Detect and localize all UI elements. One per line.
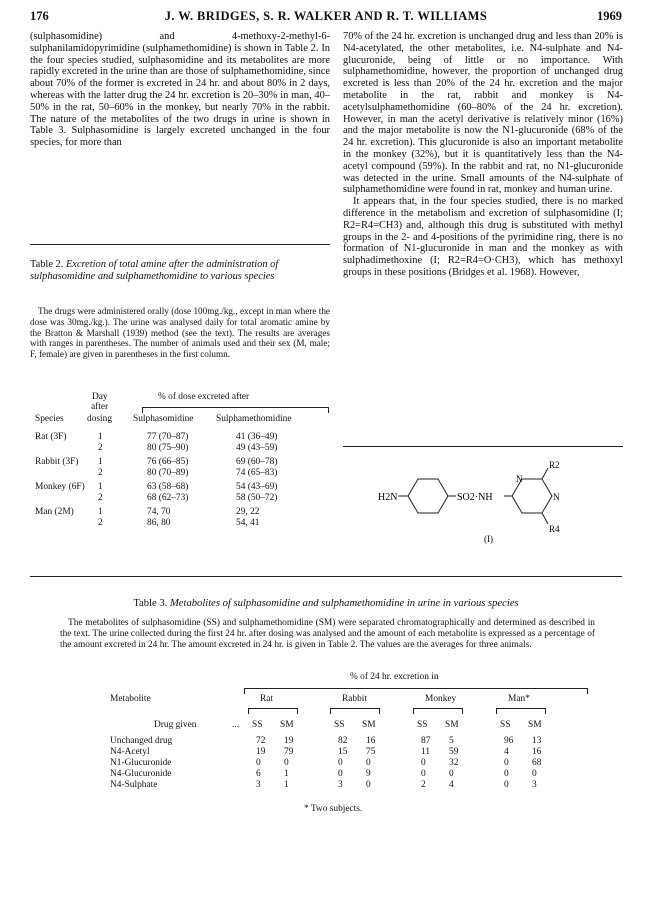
- table3-cell-value: 0: [256, 758, 261, 768]
- pyrimidine-ring: [512, 479, 552, 513]
- table3-cell-value: 4: [449, 780, 454, 790]
- divider: [30, 244, 330, 245]
- table2-head-after: after: [91, 402, 109, 412]
- table3-species-label: Rabbit: [342, 694, 367, 704]
- table3-cell-value: 4: [504, 747, 509, 757]
- table2-cell-sulphamethomidine: 54 (43–69): [236, 482, 278, 492]
- table2-cell-day: 2: [98, 443, 103, 453]
- table3-cell-value: 6: [256, 769, 261, 779]
- table3-subhead: SM: [445, 720, 459, 730]
- table3-cell-value: 0: [504, 758, 509, 768]
- table2-cell-sulphasomidine: 68 (62–73): [147, 493, 189, 503]
- table3-species-brace: [330, 708, 380, 714]
- table3-subhead: SS: [417, 720, 428, 730]
- table2-cell-day: 1: [98, 482, 103, 492]
- table2-cell-species: Man (2M): [35, 507, 74, 517]
- table2-head-dosing: dosing: [87, 414, 113, 424]
- table3-cell-value: 0: [532, 769, 537, 779]
- table2-cell-sulphasomidine: 77 (70–87): [147, 432, 189, 442]
- left-column: [30, 31, 330, 149]
- table3-species-brace: [248, 708, 298, 714]
- table2-head-day: Day: [92, 392, 108, 402]
- table2-cell-sulphasomidine: 63 (58–68): [147, 482, 189, 492]
- table3-footnote: * Two subjects.: [304, 804, 363, 814]
- table3-cell-value: 32: [449, 758, 459, 768]
- table2-cell-sulphamethomidine: 29, 22: [236, 507, 260, 517]
- table3-species-label: Man*: [508, 694, 530, 704]
- page-number: 176: [30, 9, 49, 23]
- table3-cell-value: 72: [256, 736, 266, 746]
- table2-cell-sulphamethomidine: 54, 41: [236, 518, 260, 528]
- table3-cell-value: 1: [284, 780, 289, 790]
- structure-n-top: N: [516, 474, 523, 484]
- table3-cell-value: 2: [421, 780, 426, 790]
- table3-cell-metabolite: Unchanged drug: [110, 736, 173, 746]
- table2-cell-species: Rat (3F): [35, 432, 67, 442]
- structure-link: SO2·NH: [457, 492, 493, 503]
- table2-title: Excretion of total amine after the administration of sulphasomidine and sulphamethomidine to various species: [30, 259, 279, 282]
- table2-cell-day: 1: [98, 507, 103, 517]
- journal-year: 1969: [597, 9, 622, 23]
- right-column: [343, 31, 623, 279]
- table3-cell-metabolite: N4-Sulphate: [110, 780, 158, 790]
- table3-cell-value: 82: [338, 736, 348, 746]
- table3-cell-value: 68: [532, 758, 542, 768]
- table3-cell-value: 0: [504, 769, 509, 779]
- body-paragraph: 70% of the 24 hr. excretion is unchanged drug and less than 20% is N4-acetylated, the other metabolites, i.e. N4-sulphate and N4-glucuronide, being of little or no importance. With sulphamethomidine, however, the proportion of unchanged drug excreted is less than 20% of the 24 hr. excretion and the major metabolite in the rat, rabbit and monkey is N4-acetylsulphamethomidine (60–80% of the 24 hr. excretion). However, in man the acetyl derivative is relatively minor (16%) and the major metabolite is now the N1-glucuronide (68% of the 24 hr. excretion). This glucuronide is also an important metabolite in the monkey (32%), but it is quantitatively less than the N4-acetyl compound (59%). In the rabbit and rat, no N1-glucuronide was detected in the urine. Small amounts of the N4-sulphate of sulphamethomidine were found in rat, monkey and human urine.: [343, 31, 623, 196]
- table2-cell-sulphasomidine: 80 (70–89): [147, 468, 189, 478]
- table2-note: The drugs were administered orally (dose 100mg./kg., except in man where the dose was 30mg./kg.). The urine was analysed daily for total aromatic amine by the Bratton & Marshall (1939) method (see the text). The results are averages with ranges in parentheses. The number of animals used and their sex (M, male; F, female) are given in parentheses in the first column.: [30, 306, 330, 360]
- running-header: [30, 9, 622, 27]
- table3-cell-value: 0: [449, 769, 454, 779]
- table2-cell-day: 2: [98, 468, 103, 478]
- table3-species-label: Rat: [260, 694, 274, 704]
- table2-head-group: % of dose excreted after: [158, 392, 250, 402]
- table3-head-dots: ...: [232, 720, 240, 730]
- table2-head-col2: Sulphamethomidine: [216, 414, 292, 424]
- benzene-ring: [408, 479, 448, 513]
- table3-subhead: SM: [528, 720, 542, 730]
- table3-cell-value: 0: [366, 780, 371, 790]
- table3-cell-value: 0: [284, 758, 289, 768]
- bond: [542, 468, 548, 479]
- table3-caption: [30, 598, 622, 609]
- table2-cell-species: Monkey (6F): [35, 482, 85, 492]
- table3-subhead: SM: [280, 720, 294, 730]
- table3-label: Table 3.: [133, 598, 168, 609]
- table3-cell-metabolite: N1-Glucuronide: [110, 758, 172, 768]
- table3-head-group: % of 24 hr. excretion in: [350, 672, 439, 682]
- table3-cell-value: 5: [449, 736, 454, 746]
- body-paragraph: (sulphasomidine) and 4-methoxy-2-methyl-6-sulphanilamidopyrimidine (sulphamethomidine) is shown in Table 2. In the four species studied, sulphasomidine and its metabolites are more rapidly excreted in the urine than are those of sulphamethomidine, since about 70% of the former is excreted in 24 hr. and about 80% in 2 days, whereas with the latter drug the 24 hr. excretion is 20–30% in man, 40–50% in the rat, 50–60% in the monkey, but nearly 70% in the rabbit. The nature of the metabolites of the two drugs in urine is shown in Table 3. Sulphasomidine is largely excreted unchanged in the four species, for more than: [30, 31, 330, 149]
- table3-subhead: SS: [252, 720, 263, 730]
- table3-cell-value: 0: [338, 758, 343, 768]
- chemical-structure: [378, 458, 598, 548]
- table2-cell-sulphamethomidine: 69 (60–78): [236, 457, 278, 467]
- table2-cell-species: Rabbit (3F): [35, 457, 79, 467]
- table3-subhead: SM: [362, 720, 376, 730]
- bond: [542, 513, 548, 524]
- structure-label: (I): [484, 534, 493, 544]
- table3-title: Metabolites of sulphasomidine and sulphamethomidine in urine in various species: [169, 598, 519, 609]
- structure-r4: R4: [549, 524, 560, 534]
- structure-left-group: H2N: [378, 492, 398, 503]
- table3-subhead: SS: [334, 720, 345, 730]
- table3-cell-value: 79: [284, 747, 294, 757]
- table2-cell-sulphasomidine: 76 (66–85): [147, 457, 189, 467]
- table3-head-metabolite: Metabolite: [110, 694, 151, 704]
- table2-cell-sulphasomidine: 80 (75–90): [147, 443, 189, 453]
- table3-head-brace: [244, 688, 588, 694]
- table2-label: Table 2.: [30, 259, 64, 270]
- running-authors: J. W. BRIDGES, S. R. WALKER AND R. T. WILLIAMS: [164, 9, 488, 23]
- table2-cell-day: 2: [98, 493, 103, 503]
- table3-cell-value: 13: [532, 736, 542, 746]
- table3-subhead: SS: [500, 720, 511, 730]
- table2-cell-day: 1: [98, 457, 103, 467]
- table3-cell-value: 15: [338, 747, 348, 757]
- table3-cell-value: 0: [421, 769, 426, 779]
- table3-cell-value: 0: [366, 758, 371, 768]
- table2-cell-day: 1: [98, 432, 103, 442]
- table2-caption: [30, 259, 330, 283]
- table3-cell-value: 96: [504, 736, 514, 746]
- table3-species-brace: [413, 708, 463, 714]
- table3-cell-value: 1: [284, 769, 289, 779]
- table2-head-species: Species: [35, 414, 64, 424]
- table3-cell-value: 0: [504, 780, 509, 790]
- table3-note: The metabolites of sulphasomidine (SS) and sulphamethomidine (SM) were separated chromatographically and determined as described in the text. The urine collected during the first 24 hr. after dosing was analysed and the amount of each metabolite is expressed as a percentage of the amount excreted in 24 hr. The amount excreted in 24 hr. is given in Table 2. The values are the averages for three animals.: [60, 618, 595, 650]
- table2-cell-sulphasomidine: 74, 70: [147, 507, 171, 517]
- divider: [343, 446, 623, 447]
- table3-cell-value: 0: [338, 769, 343, 779]
- table3-cell-value: 75: [366, 747, 376, 757]
- table2-head-brace: [142, 407, 329, 413]
- table3-cell-value: 59: [449, 747, 459, 757]
- body-paragraph: It appears that, in the four species studied, there is no marked difference in the metabolism and excretion of sulphasomidine (I; R2=R4=CH3) and, although this drug is substituted with methyl groups in the 2- and 4-positions of the pyrimidine ring, there is no formation of N1-glucuronide in man and the monkey as with sulphadimethoxine (I; R2=R4=O·CH3), which has methoxyl groups in these positions (Bridges et al. 1968). However,: [343, 196, 623, 278]
- structure-n-right: N: [553, 492, 560, 502]
- table2-cell-day: 2: [98, 518, 103, 528]
- table3-cell-metabolite: N4-Glucuronide: [110, 769, 172, 779]
- table3-cell-value: 16: [366, 736, 376, 746]
- table3-cell-value: 19: [256, 747, 266, 757]
- table2-cell-sulphasomidine: 86, 80: [147, 518, 171, 528]
- table3-cell-value: 87: [421, 736, 431, 746]
- table3-cell-value: 3: [532, 780, 537, 790]
- table2-cell-sulphamethomidine: 49 (43–59): [236, 443, 278, 453]
- table2-cell-sulphamethomidine: 41 (36–49): [236, 432, 278, 442]
- table3-cell-value: 9: [366, 769, 371, 779]
- table3-cell-value: 3: [256, 780, 261, 790]
- table3-cell-value: 19: [284, 736, 294, 746]
- structure-r2: R2: [549, 460, 560, 470]
- table3-cell-value: 16: [532, 747, 542, 757]
- table2-cell-sulphamethomidine: 74 (65–83): [236, 468, 278, 478]
- table3-cell-metabolite: N4-Acetyl: [110, 747, 150, 757]
- table3-head-drug: Drug given: [154, 720, 197, 730]
- divider: [30, 576, 622, 577]
- table3-cell-value: 3: [338, 780, 343, 790]
- table2-head-col1: Sulphasomidine: [133, 414, 194, 424]
- table3-species-label: Monkey: [425, 694, 457, 704]
- table3-cell-value: 0: [421, 758, 426, 768]
- table3-cell-value: 11: [421, 747, 431, 757]
- table2-cell-sulphamethomidine: 58 (50–72): [236, 493, 278, 503]
- table3-species-brace: [496, 708, 546, 714]
